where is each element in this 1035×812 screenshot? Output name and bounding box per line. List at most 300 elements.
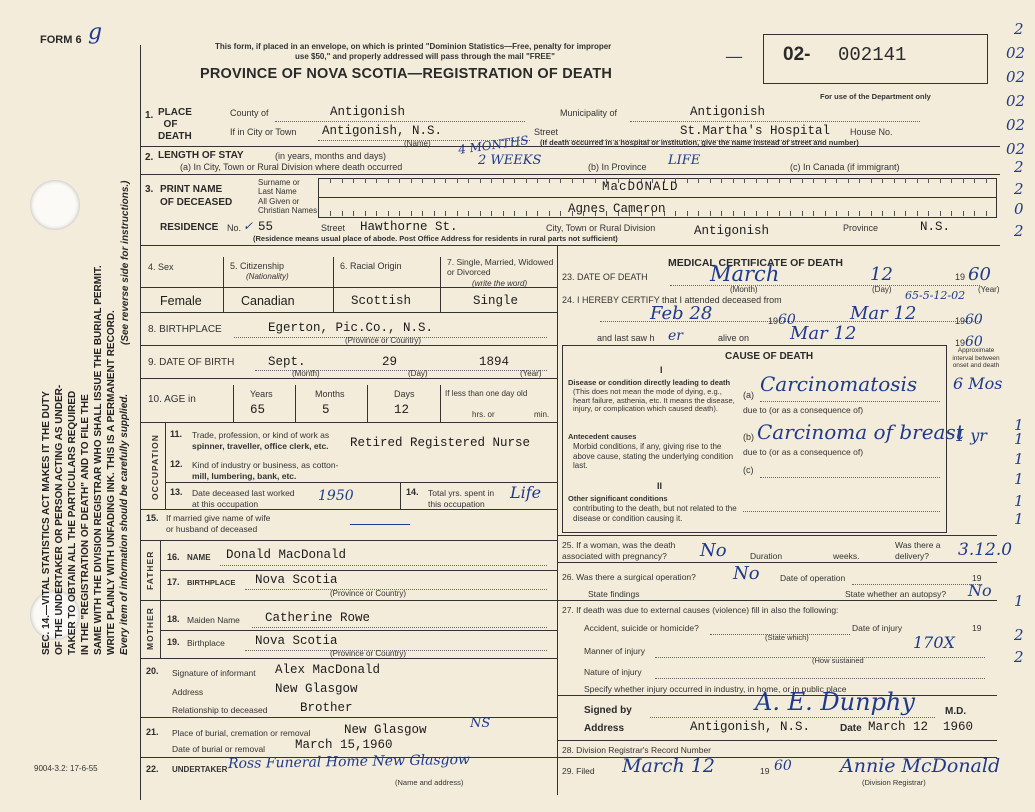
autopsy-label: State whether an autopsy? xyxy=(845,589,947,599)
name-box-tick xyxy=(802,211,803,216)
residence-no-label: No. xyxy=(227,223,242,233)
date-of-death-label: 23. DATE OF DEATH xyxy=(562,272,648,282)
name-box-tick xyxy=(710,178,711,183)
margin-code: 1 xyxy=(1014,510,1024,528)
stay-a-value-top: 4 MONTHS xyxy=(457,133,530,157)
burial-date-value: March 15,1960 xyxy=(295,738,393,752)
q14-number: 14. xyxy=(406,487,419,497)
rule-after-informant xyxy=(140,717,557,718)
name-box-tick xyxy=(721,178,722,183)
name-box-tick xyxy=(537,211,538,216)
q27-label: 27. If death was due to external causes (violence) fill in also the following: xyxy=(562,605,839,615)
length-of-stay-label: LENGTH OF STAY xyxy=(158,150,244,161)
md-label: M.D. xyxy=(945,706,967,717)
other-conditions-note: contributing to the death, but not related to the disease or condition causing it. xyxy=(573,504,737,523)
q21-number: 21. xyxy=(146,727,159,737)
autopsy-value: No xyxy=(968,581,992,600)
filed-year: 60 xyxy=(774,758,792,774)
q13-label-b: at this occupation xyxy=(192,499,259,509)
margin-code: 02 xyxy=(1006,44,1026,62)
attended-to-year-hw: 60 xyxy=(965,312,983,328)
antecedent-note: Morbid conditions, if any, giving rise to the above cause, stating the underlying condition last. xyxy=(573,442,734,470)
mother-birthplace-value: Nova Scotia xyxy=(255,634,338,648)
manner-hw-value: 170X xyxy=(913,633,955,652)
name-box-tick xyxy=(825,211,826,216)
margin-code: 02 xyxy=(1006,92,1026,110)
hours-label: hrs. or xyxy=(472,410,495,419)
residence-note: (Residence means usual place of abode. Post Office Address for residents in rural parts not sufficient) xyxy=(253,234,618,243)
name-box-tick xyxy=(503,178,504,183)
interval-a-value: 6 Mos xyxy=(953,374,1003,393)
side-instructions: SEC. 14.—VITAL STATISTICS ACT MAKES IT THE DUTY OF THE UNDERTAKER OR PERSON ACTING AS UNDER- TAKER TO OBTAIN ALL THE PARTICULARS REQUIRED IN THE "REGISTRATION OF DEATH" AND TO FILE THE SAME WITH THE DIVISION REGISTRAR WHO SHALL ISSUE THE BURIAL PERMIT. WRITE PLAINLY WITH UNFADING INK. THIS IS A PERMANENT RECORD. Every item of information should be carefully supplied. xyxy=(41,265,130,655)
name-box-tick xyxy=(698,211,699,216)
name-box-tick xyxy=(767,211,768,216)
name-box-tick xyxy=(836,178,837,183)
attended-from-year: 1960 xyxy=(768,312,796,328)
name-box-tick xyxy=(721,211,722,216)
mother-name-value: Catherine Rowe xyxy=(265,611,371,625)
name-box-tick xyxy=(917,211,918,216)
name-box-tick xyxy=(353,178,354,183)
mother-section-label: MOTHER xyxy=(145,607,155,650)
q28-label: 28. Division Registrar's Record Number xyxy=(562,745,712,755)
last-saw-label: and last saw h xyxy=(597,333,655,343)
state-which-label: (State which) xyxy=(765,633,809,642)
name-box-tick xyxy=(974,211,975,216)
name-box-tick xyxy=(744,178,745,183)
name-box-tick xyxy=(503,211,504,216)
name-box-tick xyxy=(917,178,918,183)
name-box-tick xyxy=(330,211,331,216)
given-names-value: Agnes Cameron xyxy=(568,202,666,216)
name-box-tick xyxy=(825,178,826,183)
q12-number: 12. xyxy=(170,459,183,469)
q14-label-b: this occupation xyxy=(428,499,485,509)
name-box-tick xyxy=(549,211,550,216)
surgery-value: No xyxy=(733,563,760,584)
q13-label-a: Date deceased last worked xyxy=(192,488,295,498)
name-box-tick xyxy=(675,211,676,216)
rule-right-25 xyxy=(557,562,997,563)
name-box-tick xyxy=(756,211,757,216)
nature-label: Nature of injury xyxy=(584,667,642,677)
filed-year-prefix: 19 xyxy=(760,766,770,776)
age-years: 65 xyxy=(250,403,266,417)
disease-label: Disease or condition directly leading to death xyxy=(568,378,731,387)
margin-code: 1 xyxy=(1014,592,1024,610)
name-box-tick xyxy=(687,211,688,216)
relationship-value: Brother xyxy=(300,701,353,715)
age-years-label: Years xyxy=(250,389,273,399)
q19-number: 19. xyxy=(167,637,180,647)
name-box-tick xyxy=(951,178,952,183)
print-name-label: PRINT NAME OF DECEASED xyxy=(160,184,233,208)
name-box-tick xyxy=(790,211,791,216)
registration-number: 002141 xyxy=(838,44,907,66)
rule-right-after-cert xyxy=(557,535,997,536)
burial-place-hw: NS xyxy=(470,716,491,731)
name-box-tick xyxy=(491,178,492,183)
pregnancy-value: No xyxy=(700,540,727,561)
name-box-tick xyxy=(330,178,331,183)
death-day-caption: (Day) xyxy=(872,285,892,294)
name-box-tick xyxy=(905,211,906,216)
rule-after-residence xyxy=(140,245,1000,246)
q12-label-b: mill, lumbering, bank, etc. xyxy=(192,471,297,481)
medical-cert-title: MEDICAL CERTIFICATE OF DEATH xyxy=(668,257,843,269)
header-dash-mark: — xyxy=(725,46,743,67)
father-name-value: Donald MacDonald xyxy=(226,548,347,562)
name-box-tick xyxy=(733,211,734,216)
margin-code: 2 xyxy=(1014,158,1024,176)
due-to-a-label: due to (or as a consequence of) xyxy=(743,405,864,415)
name-box-tick xyxy=(526,211,527,216)
margin-code: 2 xyxy=(1014,180,1024,198)
margin-code: 1 xyxy=(1014,470,1024,488)
death-year: 60 xyxy=(968,264,991,285)
duration-label: Duration xyxy=(750,551,783,561)
injury-place-label: Specify whether injury occurred in industry, in home, or in public place xyxy=(584,684,847,694)
burial-date-label: Date of burial or removal xyxy=(172,744,266,754)
name-box-tick xyxy=(457,211,458,216)
residence-no-mark: ✓ xyxy=(243,219,254,233)
margin-code: 2 xyxy=(1014,626,1024,644)
name-box-tick xyxy=(468,211,469,216)
name-box-tick xyxy=(767,178,768,183)
marital-sub: (write the word) xyxy=(472,279,528,288)
disease-note: (This does not mean the mode of dying, e.g., heart failure, asthenia, etc. It means the disease, injury, or complication which caused death). xyxy=(573,387,735,413)
name-box-tick xyxy=(434,211,435,216)
mother-name-label: Maiden Name xyxy=(187,615,240,625)
name-box-tick xyxy=(537,178,538,183)
findings-label: State findings xyxy=(588,589,640,599)
last-worked-value: 1950 xyxy=(318,488,354,504)
form-number: FORM 6 xyxy=(40,34,82,46)
name-box-tick xyxy=(802,178,803,183)
stay-b-label: (b) In Province xyxy=(588,162,647,172)
cert-date-year: 1960 xyxy=(943,720,974,734)
q14-label-a: Total yrs. spent in xyxy=(428,488,495,498)
q26-label: 26. Was there a surgical operation? xyxy=(562,572,696,582)
sex-value: Female xyxy=(160,294,202,308)
name-box-tick xyxy=(986,178,987,183)
center-divider xyxy=(557,245,558,795)
rule-right-28 xyxy=(557,740,997,741)
informant-address-label: Address xyxy=(172,687,204,697)
name-box-tick xyxy=(388,211,389,216)
section-1-number: 1. xyxy=(145,110,154,121)
name-box-tick xyxy=(514,211,515,216)
name-box-tick xyxy=(411,211,412,216)
due-to-b-label: due to (or as a consequence of) xyxy=(743,447,864,457)
death-year-prefix: 19 xyxy=(955,272,966,282)
q20-number: 20. xyxy=(146,666,159,676)
last-saw-year-hw: 60 xyxy=(965,334,983,350)
last-saw-pronoun: er xyxy=(668,328,683,344)
interval-b-value: 1 yr xyxy=(955,426,987,445)
attended-label: 24. I HEREBY CERTIFY that I attended deceased from xyxy=(562,295,782,305)
name-box-tick xyxy=(698,178,699,183)
cause-of-death-title: CAUSE OF DEATH xyxy=(725,351,814,362)
attended-to-year: 1960 xyxy=(955,312,983,328)
name-box-tick xyxy=(905,178,906,183)
name-box-tick xyxy=(491,211,492,216)
form-title: PROVINCE OF NOVA SCOTIA—REGISTRATION OF DEATH xyxy=(200,66,613,82)
name-box-tick xyxy=(353,211,354,216)
marital-label: 7. Single, Married, Widowed or Divorced xyxy=(447,257,554,277)
how-sustained-label: (How sustained xyxy=(812,656,864,665)
city-name-caption: (Name) xyxy=(404,139,431,148)
name-box-tick xyxy=(756,178,757,183)
rule-after-dob xyxy=(140,378,557,379)
informant-sig-label: Signature of informant xyxy=(172,668,256,678)
name-box-tick xyxy=(687,178,688,183)
name-box-tick xyxy=(779,178,780,183)
name-box-tick xyxy=(399,211,400,216)
name-box-tick xyxy=(526,178,527,183)
cause-b-value: Carcinoma of breast xyxy=(757,420,964,444)
birthplace-value: Egerton, Pic.Co., N.S. xyxy=(268,321,434,335)
name-box-tick xyxy=(422,178,423,183)
q25-label: 25. If a woman, was the death associated with pregnancy? xyxy=(562,540,676,561)
length-of-stay-note: (in years, months and days) xyxy=(275,151,387,161)
name-box-tick xyxy=(342,178,343,183)
residence-province-label: Province xyxy=(843,223,879,233)
title-underline xyxy=(140,45,141,46)
age-days-label: Days xyxy=(394,389,415,399)
margin-code: 2 xyxy=(1014,648,1024,666)
undertaker-sub: (Name and address) xyxy=(395,778,464,787)
dob-month-caption: (Month) xyxy=(292,369,320,378)
cert-date-label: Date xyxy=(840,723,862,734)
hw-reference: 65-5-12-02 xyxy=(905,289,966,302)
father-birthplace-sub: (Province or Country) xyxy=(330,589,407,598)
rule-after-birthplace xyxy=(140,345,557,346)
stay-c-label: (c) In Canada (if immigrant) xyxy=(790,162,900,172)
residence-province: N.S. xyxy=(920,220,951,234)
dob-label: 9. DATE OF BIRTH xyxy=(148,357,235,368)
death-month: March xyxy=(710,262,780,286)
rule-after-spouse xyxy=(140,540,557,541)
name-box-tick xyxy=(376,211,377,216)
name-box-tick xyxy=(871,178,872,183)
name-box-tick xyxy=(365,211,366,216)
residence-number: 55 xyxy=(258,220,274,234)
name-box-tick xyxy=(836,211,837,216)
marital-value: Single xyxy=(473,294,519,308)
name-box-tick xyxy=(779,211,780,216)
registrar-signature: Annie McDonald xyxy=(840,755,1001,777)
name-box-tick xyxy=(813,178,814,183)
residence-street-label: Street xyxy=(321,223,346,233)
name-box-tick xyxy=(928,211,929,216)
part-ii-label: II xyxy=(657,481,663,491)
cert-address-value: Antigonish, N.S. xyxy=(690,720,811,734)
citizenship-label: 5. Citizenship xyxy=(230,261,285,271)
name-box-tick xyxy=(445,178,446,183)
burial-place-label: Place of burial, cremation or removal xyxy=(172,728,311,738)
undertaker-label: UNDERTAKER xyxy=(172,765,228,774)
weeks-label: weeks. xyxy=(833,551,860,561)
injury-date-label: Date of injury xyxy=(852,623,903,633)
mother-birthplace-label: Birthplace xyxy=(187,638,225,648)
name-box-tick xyxy=(572,178,573,183)
residence-label: RESIDENCE xyxy=(160,222,219,233)
father-section-label: FATHER xyxy=(145,550,155,590)
q17-number: 17. xyxy=(167,577,180,587)
q11-label-b: spinner, traveller, office clerk, etc. xyxy=(192,441,329,451)
city-label: If in City or Town xyxy=(230,127,297,137)
age-days: 12 xyxy=(394,403,410,417)
last-saw-value: Mar 12 xyxy=(790,323,857,344)
name-box-tick xyxy=(974,178,975,183)
city-value: Antigonish, N.S. xyxy=(322,124,443,138)
name-box-tick xyxy=(859,178,860,183)
undertaker-value: Ross Funeral Home New Glasgow xyxy=(227,751,471,773)
name-box-tick xyxy=(514,178,515,183)
rule-after-personal xyxy=(140,312,557,313)
name-box-tick xyxy=(848,178,849,183)
hw-code-delivery: 3.12.0 xyxy=(958,540,1013,560)
department-use-note: For use of the Department only xyxy=(820,92,931,101)
surname-label: Surname or Last Name xyxy=(258,178,300,196)
age-months: 5 xyxy=(322,403,330,417)
section-3-number: 3. xyxy=(145,184,154,195)
name-box-tick xyxy=(595,178,596,183)
rule-after-mother xyxy=(140,658,557,659)
injury-date-year: 19 xyxy=(972,623,982,633)
name-box-tick xyxy=(882,211,883,216)
stay-a-value: 2 WEEKS xyxy=(478,153,542,168)
margin-code: 0 xyxy=(1014,200,1024,218)
signed-by-value: A. E. Dunphy xyxy=(755,688,915,716)
signed-by-label: Signed by xyxy=(584,705,632,716)
residence-city: Antigonish xyxy=(694,224,770,238)
margin-code: 2 xyxy=(1014,222,1024,240)
last-saw-year: 1960 xyxy=(955,334,983,350)
name-box-tick xyxy=(859,211,860,216)
relationship-label: Relationship to deceased xyxy=(172,705,268,715)
attended-from: Feb 28 xyxy=(650,303,713,324)
age-label: 10. AGE in xyxy=(148,394,196,405)
margin-code: 1 xyxy=(1014,416,1024,434)
attended-to: Mar 12 xyxy=(850,303,917,324)
stay-a-label: (a) In City, Town or Rural Division where death occurred xyxy=(180,162,403,172)
dob-year-caption: (Year) xyxy=(520,369,542,378)
operation-date-year: 19 xyxy=(972,573,982,583)
name-box-tick xyxy=(457,178,458,183)
filed-value: March 12 xyxy=(622,755,715,777)
margin-code: 1 xyxy=(1014,430,1024,448)
municipality-value: Antigonish xyxy=(690,105,766,119)
q15-number: 15. xyxy=(146,513,159,523)
minutes-label: min. xyxy=(534,410,550,419)
name-box-tick xyxy=(583,178,584,183)
manner-label: Manner of injury xyxy=(584,646,645,656)
rule-after-occupation xyxy=(140,509,557,510)
q12-label-a: Kind of industry or business, as cotton- xyxy=(192,460,339,470)
margin-code: 02 xyxy=(1006,68,1026,86)
q18-number: 18. xyxy=(167,614,180,624)
name-box-tick xyxy=(388,178,389,183)
q11-number: 11. xyxy=(170,429,183,439)
name-box-tick xyxy=(733,178,734,183)
father-name-label: NAME xyxy=(187,553,211,562)
informant-sig-value: Alex MacDonald xyxy=(275,663,381,677)
q15-label-b: or husband of deceased xyxy=(166,524,258,534)
name-box-tick xyxy=(894,211,895,216)
name-box-tick xyxy=(940,178,941,183)
section-2-number: 2. xyxy=(145,152,154,163)
registrar-caption: (Division Registrar) xyxy=(862,778,926,787)
rule-after-father xyxy=(140,600,557,601)
residence-street: Hawthorne St. xyxy=(360,220,458,234)
q11-label-a: Trade, profession, or kind of work as xyxy=(192,430,330,440)
municipality-label: Municipality of xyxy=(560,108,618,118)
name-box-tick xyxy=(963,178,964,183)
cause-c-label: (c) xyxy=(743,465,754,475)
name-box-tick xyxy=(744,211,745,216)
county-label: County of xyxy=(230,108,269,118)
q22-number: 22. xyxy=(146,764,159,774)
name-box-tick xyxy=(480,211,481,216)
name-box-tick xyxy=(422,211,423,216)
name-box-tick xyxy=(928,178,929,183)
rule-after-stay xyxy=(140,174,1000,175)
informant-address-value: New Glasgow xyxy=(275,682,358,696)
race-value: Scottish xyxy=(351,294,412,308)
less-than-day-label: If less than one day old xyxy=(445,389,528,398)
name-box-tick xyxy=(434,178,435,183)
institution-note: (If death occurred in a hospital or institution, give the name instead of street and number) xyxy=(540,138,859,147)
death-year-caption: (Year) xyxy=(978,285,1000,294)
name-box-tick xyxy=(376,178,377,183)
name-box-tick xyxy=(342,211,343,216)
form-number-mark: g xyxy=(88,20,103,45)
name-box-tick xyxy=(951,211,952,216)
other-conditions-label: Other significant conditions xyxy=(568,494,668,503)
dob-day: 29 xyxy=(382,355,398,369)
name-box-tick xyxy=(549,178,550,183)
race-label: 6. Racial Origin xyxy=(340,261,402,271)
death-month-caption: (Month) xyxy=(730,285,758,294)
postage-note-2: use $50," and properly addressed will pass through the mail "FREE" xyxy=(295,52,555,61)
citizenship-sub: (Nationality) xyxy=(246,272,289,281)
margin-code: 02 xyxy=(1006,140,1026,158)
house-number-label: House No. xyxy=(850,127,893,137)
occupation-value: Retired Registered Nurse xyxy=(350,436,531,450)
dob-year: 1894 xyxy=(479,355,510,369)
q15-label-a: If married give name of wife xyxy=(166,513,271,523)
side-instructions-note: (See reverse side for instructions.) xyxy=(120,180,131,345)
rule-after-age xyxy=(140,422,557,423)
surname-value: MacDONALD xyxy=(602,180,679,194)
father-birthplace-value: Nova Scotia xyxy=(255,573,338,587)
place-of-death-label: PLACE OF DEATH xyxy=(158,107,192,142)
burial-place-value: New Glasgow xyxy=(344,723,427,737)
rule-right-26 xyxy=(557,600,997,601)
name-box-tick xyxy=(411,178,412,183)
occupation-section-label: OCCUPATION xyxy=(150,434,160,500)
stay-b-value: LIFE xyxy=(668,153,701,168)
name-box-tick xyxy=(468,178,469,183)
interval-label: Approximate interval between onset and death xyxy=(952,347,1000,369)
name-box-tick xyxy=(790,178,791,183)
cause-a-value: Carcinomatosis xyxy=(760,372,918,396)
name-box-tick xyxy=(710,211,711,216)
part-i-label: I xyxy=(660,365,663,375)
registration-prefix: 02- xyxy=(783,44,811,65)
